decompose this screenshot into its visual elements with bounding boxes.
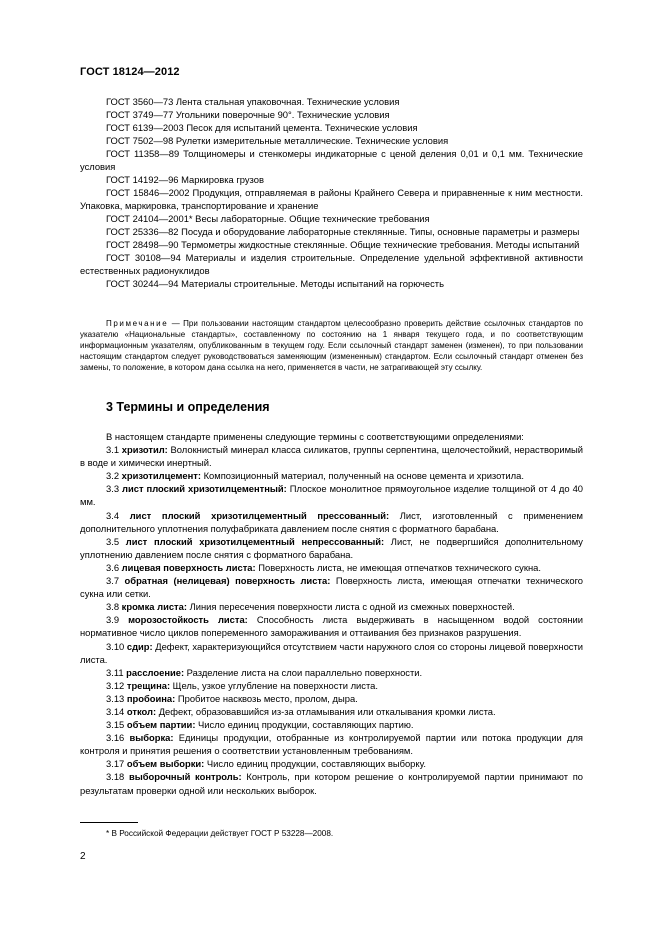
reference-item: ГОСТ 15846—2002 Продукция, отправляемая в районы Крайнего Севера и приравненные к ним местности. Упаковка, маркировка, транспортирование и хранение [80, 187, 583, 211]
term-item: 3.15 объем партии: Число единиц продукции, составляющих партию. [106, 719, 414, 731]
term-item: 3.2 хризотилцемент: Композиционный материал, полученный на основе цемента и хризотила. [106, 470, 524, 482]
normative-references [80, 95, 583, 290]
reference-item: ГОСТ 24104—2001* Весы лабораторные. Общие технические требования [106, 213, 430, 224]
reference-item: ГОСТ 28498—90 Термометры жидкостные стеклянные. Общие технические требования. Методы испытаний [106, 239, 580, 250]
term-item: 3.13 пробоина: Пробитое насквозь место, пролом, дыра. [106, 692, 358, 704]
reference-item: ГОСТ 11358—89 Толщиномеры и стенкомеры индикаторные с ценой деления 0,01 и 0,1 мм. Технические условия [80, 148, 583, 172]
page-number: 2 [80, 851, 86, 862]
terms-intro: В настоящем стандарте применены следующие термины с соответствующими определениями: [106, 431, 524, 442]
reference-item: ГОСТ 3560—73 Лента стальная упаковочная. Технические условия [106, 96, 400, 107]
terms-list [80, 430, 583, 797]
term-item: 3.5 лист плоский хризотилцементный непрессованный: Лист, не подвергшийся дополнительному уплотнению давлением после снятия с форматного барабана. [80, 535, 583, 560]
header-title: ГОСТ 18124—2012 [80, 66, 180, 78]
term-item: 3.1 хризотил: Волокнистый минерал класса силикатов, группы серпентина, щелочестойкий, нерастворимый в воде и химически инертный. [80, 444, 583, 469]
term-item: 3.10 сдир: Дефект, характеризующийся отсутствием части наружного слоя со стороны лицевой поверхности листа. [80, 640, 583, 665]
term-item: 3.17 объем выборки: Число единиц продукции, составляющих выборку. [106, 758, 426, 770]
term-item: 3.16 выборка: Единицы продукции, отобранные из контролируемой партии или потока продукции для контроля и принятия решения о соответствии установленным требованиям. [80, 732, 584, 757]
note-text: — При пользовании настоящим стандартом целесообразно проверить действие ссылочных стандартов по указателю «Национальные стандарты», составленному по состоянию на 1 января текущего года, и по соответствующим информационным указателям, опубликованным в текущем году. Если ссылочный стандарт заменен (изменен), то при пользовании настоящим стандартом следует руководствоваться заменяющим (измененным) стандартом. Если ссылочный стандарт отменен без замены, то положение, в котором дана ссылка на него, применяется в части, не затрагивающей эту ссылку. [80, 319, 583, 372]
note-block [80, 318, 583, 373]
reference-item: ГОСТ 14192—96 Маркировка грузов [106, 174, 264, 185]
term-item: 3.9 морозостойкость листа: Способность листа выдерживать в насыщенном водой состоянии нормативное число циклов попеременного замораживания и оттаивания без признаков разрушения. [80, 614, 584, 639]
term-item: 3.12 трещина: Щель, узкое углубление на поверхности листа. [106, 679, 378, 691]
reference-item: ГОСТ 25336—82 Посуда и оборудование лабораторные стеклянные. Типы, основные параметры и размеры [106, 226, 580, 237]
term-item: 3.8 кромка листа: Линия пересечения поверхности листа с одной из смежных поверхностей. [106, 601, 515, 613]
term-item: 3.3 лист плоский хризотилцементный: Плоское монолитное прямоугольное изделие толщиной от 4 до 40 мм. [80, 483, 584, 508]
term-item: 3.6 лицевая поверхность листа: Поверхность листа, не имеющая отпечатков технического сукна. [106, 561, 541, 573]
reference-item: ГОСТ 3749—77 Угольники поверочные 90°. Технические условия [106, 109, 390, 120]
term-item: 3.18 выборочный контроль: Контроль, при котором решение о контролируемой партии принимают по результатам проверки одной или нескольких выборок. [80, 771, 583, 796]
footnote-divider [80, 822, 138, 823]
term-item: 3.4 лист плоский хризотилцементный прессованный: Лист, изготовленный с применением дополнительного уплотнения полуфабриката давлением после снятия с форматного барабана. [80, 509, 583, 534]
section-title: 3 Термины и определения [106, 400, 270, 414]
reference-item: ГОСТ 7502—98 Рулетки измерительные металлические. Технические условия [106, 135, 449, 146]
reference-item: ГОСТ 30244—94 Материалы строительные. Методы испытаний на горючесть [106, 278, 444, 289]
term-item: 3.11 расслоение: Разделение листа на слои параллельно поверхности. [106, 666, 423, 678]
note-label: Примечание [106, 319, 169, 328]
term-item: 3.14 откол: Дефект, образовавшийся из-за отламывания или откалывания кромки листа. [106, 705, 496, 717]
reference-item: ГОСТ 6139—2003 Песок для испытаний цемента. Технические условия [106, 122, 418, 133]
reference-item: ГОСТ 30108—94 Материалы и изделия строительные. Определение удельной эффективной активности естественных радионуклидов [80, 252, 583, 276]
term-item: 3.7 обратная (нелицевая) поверхность листа: Поверхность листа, имеющая отпечатки технического сукна или сетки. [80, 575, 584, 600]
footnote: * В Российской Федерации действует ГОСТ Р 53228—2008. [106, 829, 334, 838]
